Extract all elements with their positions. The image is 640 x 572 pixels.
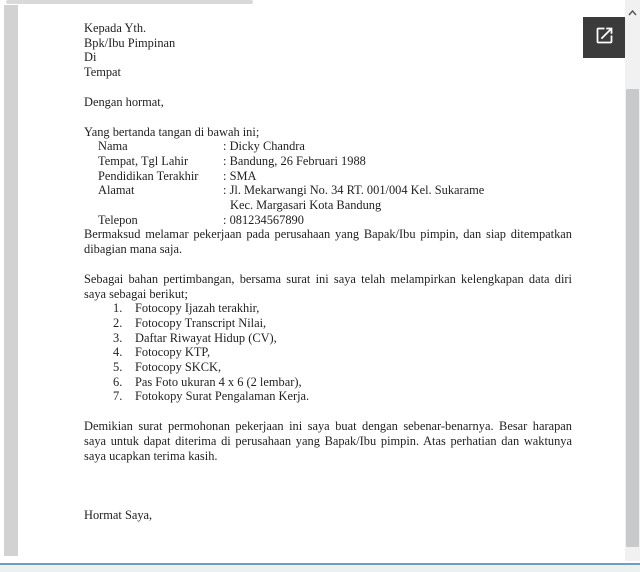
open-in-new-icon	[594, 25, 615, 51]
attachment-text: Daftar Riwayat Hidup (CV),	[135, 330, 277, 345]
attachment-item	[84, 301, 572, 316]
detail-label: Telepon	[98, 212, 138, 227]
attachment-number: 4.	[113, 345, 123, 360]
attachment-number: 6.	[113, 374, 123, 389]
paragraph-closing: Demikian surat permohonan pekerjaan ini saya buat dengan sebenar-benarnya. Besar harapan saya untuk dapat diterima di perusahaan yang Bapak/Ibu pimpin. Atas perhatian dan waktunya saya ucapkan terima kasih.	[84, 419, 572, 463]
attachment-text: Pas Foto ukuran 4 x 6 (2 lembar),	[135, 374, 302, 389]
detail-label: Pendidikan Terakhir	[98, 168, 199, 183]
attachment-text: Fotocopy Ijazah terakhir,	[135, 301, 260, 316]
detail-value: SMA	[229, 168, 257, 183]
detail-colon: :	[223, 183, 227, 198]
recipient-line: Bpk/Ibu Pimpinan	[84, 35, 176, 50]
detail-value: 081234567890	[229, 212, 304, 227]
attachment-number: 5.	[113, 360, 123, 375]
scrollbar-thumb[interactable]	[626, 89, 639, 547]
detail-colon: :	[223, 168, 227, 183]
recipient-line: Kepada Yth.	[84, 21, 147, 35]
attachment-text: Fotocopy KTP,	[135, 345, 211, 360]
detail-row	[84, 183, 572, 212]
page-left-margin-strip	[4, 5, 18, 556]
attachment-item	[84, 316, 572, 331]
attachment-number: 1.	[113, 301, 123, 316]
recipient-block	[84, 21, 572, 80]
detail-colon: :	[223, 153, 227, 168]
attachment-item	[84, 345, 572, 360]
detail-row	[84, 139, 572, 154]
detail-label: Nama	[98, 139, 128, 154]
recipient-line: Tempat	[84, 65, 121, 80]
chevron-up-icon	[628, 3, 637, 21]
attachment-list	[84, 301, 572, 404]
detail-label: Tempat, Tgl Lahir	[98, 153, 189, 168]
open-in-new-button[interactable]	[583, 17, 625, 58]
salutation: Dengan hormat,	[84, 94, 164, 109]
intro-line: Yang bertanda tangan di bawah ini;	[84, 124, 260, 139]
attachment-item	[84, 331, 572, 346]
attachment-item	[84, 389, 572, 404]
recipient-line: Di	[84, 50, 97, 65]
detail-row	[84, 213, 572, 228]
detail-row	[84, 169, 572, 184]
attachment-number: 3.	[113, 330, 123, 345]
paragraph-attachments: Sebagai bahan pertimbangan, bersama surat ini saya telah melampirkan kelengkapan data diri saya sebagai berikut;	[84, 271, 572, 301]
detail-label: Alamat	[98, 183, 135, 198]
personal-details	[84, 139, 572, 227]
letter-page	[84, 21, 572, 523]
attachment-text: Fotocopy Transcript Nilai,	[135, 315, 267, 330]
attachment-text: Fotocopy SKCK,	[135, 360, 222, 375]
detail-colon: :	[223, 212, 227, 227]
paragraph-intent: Bermaksud melamar pekerjaan pada perusahaan yang Bapak/Ibu pimpin, dan siap ditempatkan dibagian mana saja.	[84, 227, 572, 257]
detail-row	[84, 154, 572, 169]
detail-value: Jl. Mekarwangi No. 34 RT. 001/004 Kel. Sukarame	[229, 183, 485, 198]
attachment-item	[84, 360, 572, 375]
top-edge-bar	[6, 0, 253, 4]
scroll-up-button[interactable]	[625, 5, 640, 19]
detail-value: Bandung, 26 Februari 1988	[229, 153, 366, 168]
attachment-item	[84, 375, 572, 390]
signoff: Hormat Saya,	[84, 508, 153, 523]
detail-colon: :	[223, 139, 227, 154]
attachment-number: 2.	[113, 315, 123, 330]
scrollbar[interactable]	[625, 0, 640, 561]
bottom-strip	[0, 565, 640, 572]
detail-value-line2: Kec. Margasari Kota Bandung	[230, 198, 382, 213]
attachment-number: 7.	[113, 389, 123, 404]
detail-value: Dicky Chandra	[229, 139, 305, 154]
attachment-text: Fotokopy Surat Pengalaman Kerja.	[135, 389, 310, 404]
